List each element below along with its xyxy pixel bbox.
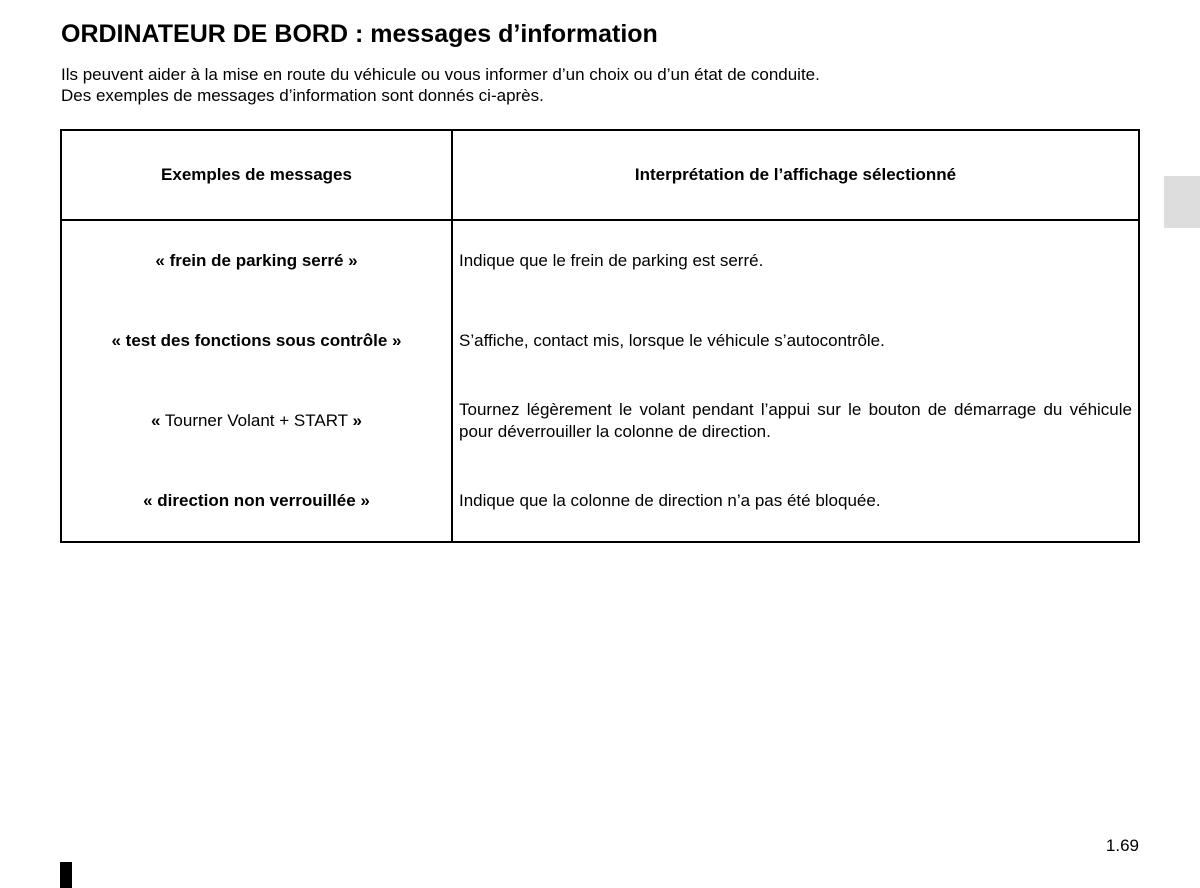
- message-example: « frein de parking serré »: [61, 220, 452, 301]
- intro-paragraph: [61, 64, 820, 106]
- table-row: [61, 381, 1139, 461]
- page-number: 1.69: [1105, 836, 1139, 855]
- intro-line-2: Des exemples de messages d’information sont donnés ci-après.: [61, 86, 544, 105]
- quote-open: «: [151, 411, 161, 430]
- page-title: ORDINATEUR DE BORD : messages d’information: [61, 20, 658, 48]
- header-interpretation: Interprétation de l’affichage sélectionné: [452, 130, 1139, 220]
- section-tab-marker: [1164, 176, 1200, 228]
- message-interpretation: Indique que le frein de parking est serré.: [452, 220, 1139, 301]
- table-row: [61, 301, 1139, 381]
- intro-line-1: Ils peuvent aider à la mise en route du véhicule ou vous informer d’un choix ou d’un état de conduite.: [61, 65, 820, 84]
- table-header-row: [61, 130, 1139, 220]
- corner-mark: [60, 862, 72, 888]
- message-interpretation: S’affiche, contact mis, lorsque le véhicule s’autocontrôle.: [452, 301, 1139, 381]
- quote-close: »: [352, 411, 362, 430]
- message-example: « direction non verrouillée »: [61, 461, 452, 542]
- message-interpretation: Tournez légèrement le volant pendant l’appui sur le bouton de démarrage du véhicule pour déverrouiller la colonne de direction.: [452, 381, 1139, 461]
- table-row: [61, 220, 1139, 301]
- message-interpretation: Indique que la colonne de direction n’a pas été bloquée.: [452, 461, 1139, 542]
- message-text: Tourner Volant + START: [164, 411, 348, 430]
- message-example: « test des fonctions sous contrôle »: [61, 301, 452, 381]
- message-example: [61, 381, 452, 461]
- table-row: [61, 461, 1139, 542]
- header-examples: Exemples de messages: [61, 130, 452, 220]
- messages-table: [60, 129, 1140, 543]
